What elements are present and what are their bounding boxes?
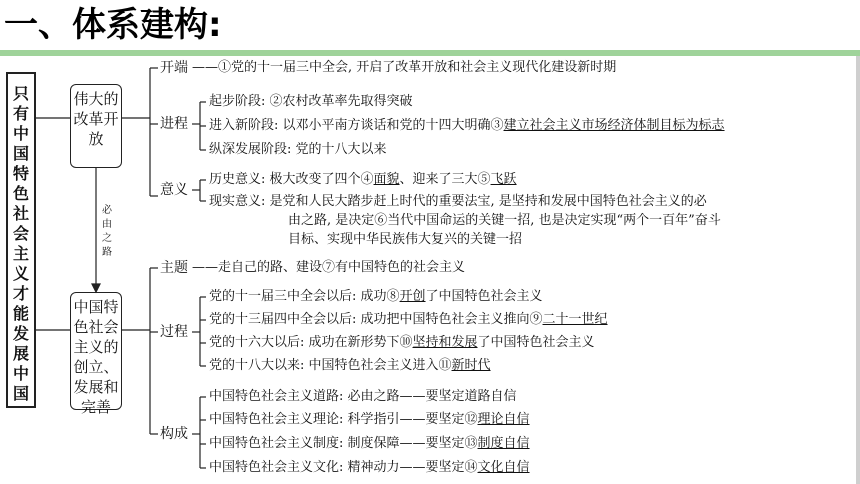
root-char: 中 — [12, 364, 29, 383]
guocheng-label: 过程 — [160, 324, 188, 340]
root-char: 主 — [12, 244, 29, 263]
root-char: 社 — [12, 204, 29, 223]
goucheng-item-1: 中国特色社会主义道路: 必由之路——要坚定道路自信 — [209, 389, 517, 404]
root-heading-box — [6, 72, 36, 408]
root-char: 国 — [12, 384, 29, 403]
root-char: 才 — [12, 284, 29, 303]
connector-char: 之 — [102, 233, 112, 244]
page-title: 一、体系建构: — [4, 5, 222, 45]
guocheng-item-2: 党的十三届四中全会以后: 成功把中国特色社会主义推向⑨二十一世纪 — [209, 312, 608, 327]
root-char: 特 — [12, 164, 29, 183]
zhuti-text: ——走自己的路、建设⑦有中国特色的社会主义 — [192, 260, 466, 275]
yiyi-item-2-line-3: 目标、实现中华民族伟大复兴的关键一招 — [288, 232, 523, 247]
socialism-development-box: 中国特色社会主义的创立、发展和完善 — [70, 292, 122, 410]
root-char: 展 — [12, 344, 29, 363]
root-char: 能 — [12, 304, 29, 323]
jincheng-item-2: 进入新阶段: 以邓小平南方谈话和党的十四大明确③建立社会主义市场经济体制目标为标志 — [209, 118, 725, 133]
jincheng-item-1: 起步阶段: ②农村改革率先取得突破 — [209, 94, 413, 109]
root-char: 中 — [12, 124, 29, 143]
goucheng-item-4: 中国特色社会主义文化: 精神动力——要坚定⑭文化自信 — [209, 460, 530, 475]
connector-char: 路 — [102, 247, 112, 258]
root-char: 色 — [12, 184, 29, 203]
zhuti-label: 主题 — [160, 260, 188, 276]
root-char: 国 — [12, 144, 29, 163]
jincheng-label: 进程 — [160, 116, 188, 132]
root-char: 只 — [12, 84, 29, 103]
reform-opening-box: 伟大的改革开放 — [70, 84, 122, 168]
guocheng-item-1: 党的十一届三中全会以后: 成功⑧开创了中国特色社会主义 — [209, 289, 543, 304]
yiyi-item-2-line-1: 现实意义: 是党和人民大踏步赶上时代的重要法宝, 是坚持和发展中国特色社会主义的必 — [209, 194, 707, 209]
kaiduan-text: ——①党的十一届三中全会, 开启了改革开放和社会主义现代化建设新时期 — [192, 60, 617, 75]
root-char: 会 — [12, 224, 29, 243]
yiyi-item-1: 历史意义: 极大改变了四个④面貌、迎来了三大⑤飞跃 — [209, 172, 517, 187]
jincheng-item-3: 纵深发展阶段: 党的十八大以来 — [209, 142, 387, 157]
yiyi-label: 意义 — [160, 182, 188, 198]
root-char: 发 — [12, 324, 29, 343]
goucheng-item-3: 中国特色社会主义制度: 制度保障——要坚定⑬制度自信 — [209, 436, 530, 451]
connector-char: 必 — [102, 205, 112, 216]
goucheng-item-2: 中国特色社会主义理论: 科学指引——要坚定⑫理论自信 — [209, 412, 530, 427]
yiyi-item-2-line-2: 由之路, 是决定⑥当代中国命运的关键一招, 也是决定实现“两个一百年”奋斗 — [288, 213, 721, 228]
guocheng-item-3: 党的十六大以后: 成功在新形势下⑩坚持和发展了中国特色社会主义 — [209, 335, 595, 350]
root-char: 义 — [12, 264, 29, 283]
connector-char: 由 — [102, 219, 112, 230]
goucheng-label: 构成 — [160, 426, 188, 442]
root-char: 有 — [12, 104, 29, 123]
guocheng-item-4: 党的十八大以来: 中国特色社会主义进入⑪新时代 — [209, 358, 491, 373]
kaiduan-label: 开端 — [160, 60, 188, 76]
